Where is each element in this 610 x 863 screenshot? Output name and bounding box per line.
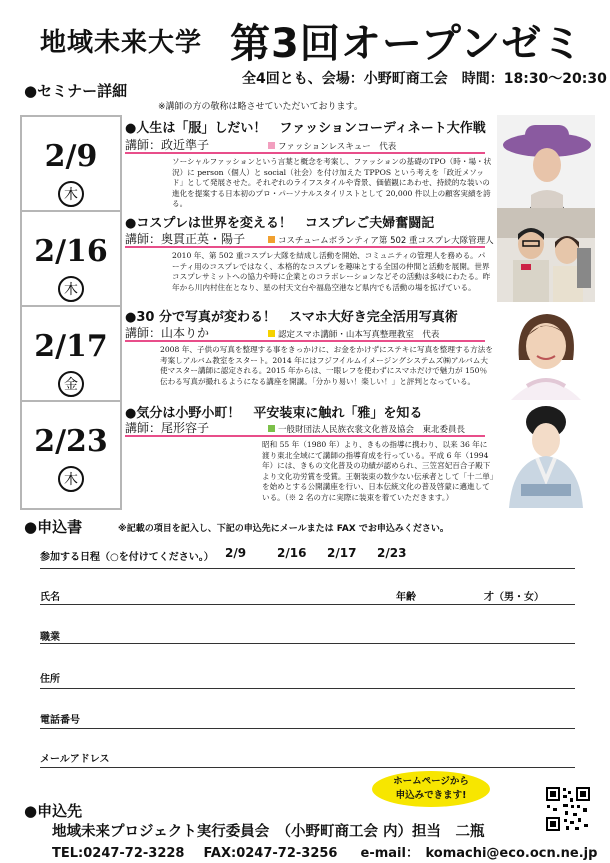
seminar-1-affiliation xyxy=(268,140,396,152)
seminar-3-divider xyxy=(125,340,485,342)
name-label: 氏名 xyxy=(40,592,60,603)
seminar-3-title: ●30 分で写真が変わる！ スマホ大好き完全活用写真術 xyxy=(125,310,458,325)
affiliation-marker-icon xyxy=(268,142,275,149)
seminar-4-title: ●気分は小野小町！ 平安装束に触れ「雅」を知る xyxy=(125,406,423,421)
seminar-1-date: 2/9 xyxy=(44,139,98,174)
seminar-4-lecturer: 講師：尾形容子 xyxy=(125,421,210,435)
seminar-1-title: ●人生は「服」しだい！ ファッションコーディネート大作戦 xyxy=(125,121,486,136)
seminar-2-weekday: 木 xyxy=(58,276,84,302)
email-field[interactable] xyxy=(40,767,575,768)
date-option-4[interactable]: 2/23 xyxy=(377,546,407,560)
phone-label: 電話番号 xyxy=(40,715,80,726)
seminar-1-lecturer: 講師：政近準子 xyxy=(125,138,210,152)
seminar-2-lecturer: 講師：奥貫正英・陽子 xyxy=(125,232,246,246)
age-label: 年齢 xyxy=(396,592,416,603)
seminar-3-date-box xyxy=(20,305,122,415)
seminar-2-description: 2010 年、第 502 重コスプレ大隊を結成し活動を開始、コミュニティの管理人を務める。パーティ用のコスプレではなく、本格的なコスプレを趣味とする全国の仲間と活動を展開。世界コスプレサミットへの協力や時に企業とのコラボレーションなどその活動は多岐にわたる。昨年から川内村住在となり、星の村天文台や福島空港など県内でも活動の場を拡げている。 xyxy=(172,251,491,292)
bubble-line-2: 申込みできます! xyxy=(395,790,467,801)
seminar-2-date: 2/16 xyxy=(34,234,108,269)
date-option-1[interactable]: 2/9 xyxy=(225,546,247,560)
contact-fax: FAX:0247-72-3256 xyxy=(203,846,338,861)
job-label: 職業 xyxy=(40,632,60,643)
seminar-4-weekday: 木 xyxy=(58,466,84,492)
homepage-bubble xyxy=(372,771,490,807)
header-subtitle: 全4回とも、会場：小野町商工会 時間：18:30～20:30 xyxy=(242,71,607,87)
contact-tel: TEL:0247-72-3228 xyxy=(52,846,185,861)
affiliation-marker-icon xyxy=(268,330,275,337)
application-instructions: ※記載の項目を記入し、下記の申込先にメールまたは FAX でお申込みください。 xyxy=(118,524,449,534)
age-suffix: 才（男・女） xyxy=(484,592,544,603)
seminar-2-affiliation-text: コスチュームボランティア第 502 重コスプレ大隊管理人 xyxy=(278,236,494,246)
date-options xyxy=(225,546,417,560)
seminar-1-affiliation-text: ファッションレスキュー 代表 xyxy=(278,142,397,152)
email-label: メールアドレス xyxy=(40,754,110,765)
seminar-4-photo xyxy=(497,400,595,508)
seminar-4-date-box xyxy=(20,400,122,510)
job-field[interactable] xyxy=(40,643,575,644)
seminar-4-description: 昭和 55 年（1980 年）より、きもの指導に携わり、以来 36 年に渡り東北全域にて講師の指導育成を行っている。平成 6 年（1994 年）には、きもの文化普及の功績が認められ、三笠宮妃百合子殿下より文化功労賞を受賞。王朝装束の数少ない伝承者として「十二単」を始めとする公開講座を行い、日本伝統文化の普及啓蒙に邁進している。（※ 2 名の方に実際に装束を着ていただきます。） xyxy=(262,440,494,502)
qr-code-icon[interactable] xyxy=(545,786,591,832)
seminar-note: ※講師の方の敬称は略させていただいております。 xyxy=(158,102,363,112)
seminar-3-description: 2008 年、子供の写真を整理する事をきっかけに、お金をかけずにステキに写真を整理する方法を考案しアルバム教室をスタート。2014 年にはフジフイルムイメージングシステムズ㈱アルバム大使マスター講師に認定される。2015 年からは、一眼レフを使わずにスマホだけで魅力が 150％伝わる写真が撮れるようになる講座を開講。「分かり易い！楽しい！」と評判となっている。 xyxy=(160,345,493,386)
bubble-line-1: ホームページから xyxy=(393,776,469,787)
seminar-2-photo xyxy=(497,208,595,306)
contact-heading: ●申込先 xyxy=(24,802,83,820)
seminar-section-heading: ●セミナー詳細 xyxy=(24,82,128,100)
seminar-4-affiliation-text: 一般財団法人民族衣裳文化普及協会 東北委員長 xyxy=(278,425,466,435)
seminar-2-title: ●コスプレは世界を変える！ コスプレご夫婦奮闘記 xyxy=(125,216,435,231)
date-select-label: 参加する日程（○を付けてください。） xyxy=(40,552,214,563)
contact-email[interactable]: e-mail： komachi@eco.ocn.ne.jp xyxy=(360,846,598,861)
header-title: 第3回オープンゼミ xyxy=(230,21,584,67)
seminar-3-photo xyxy=(497,302,595,400)
seminar-3-lecturer: 講師：山本りか xyxy=(125,326,210,340)
header-org: 地域未来大学 xyxy=(40,28,203,58)
seminar-4-date: 2/23 xyxy=(34,424,108,459)
seminar-2-divider xyxy=(125,246,485,248)
seminar-1-description: ソーシャルファッションという言葉と概念を考案し、ファッションの基礎のTPO（時・場・状況）に person（個人）と social（社会）を付け加えた TPPOS という考えを「政近メソッド」として発展させた。それぞれのライフスタイルや背景、価値観にあわせ、持続的な装いの進化を提案する日本初のプロ・パーソナルスタイリストとして 20,000 件以上の顧客実績を誇る。 xyxy=(172,157,492,208)
affiliation-marker-icon xyxy=(268,425,275,432)
seminar-1-weekday: 木 xyxy=(58,181,84,207)
address-field[interactable] xyxy=(40,688,575,689)
application-heading: ●申込書 xyxy=(24,518,83,536)
seminar-3-weekday: 金 xyxy=(58,371,84,397)
address-label: 住所 xyxy=(40,674,60,685)
seminar-1-divider xyxy=(125,152,485,154)
seminar-4-divider xyxy=(125,435,485,437)
phone-field[interactable] xyxy=(40,728,575,729)
seminar-4-affiliation xyxy=(268,423,465,435)
contact-line xyxy=(52,842,597,861)
seminar-2-date-box xyxy=(20,210,122,320)
seminar-3-affiliation xyxy=(268,328,439,340)
affiliation-marker-icon xyxy=(268,236,275,243)
date-option-2[interactable]: 2/16 xyxy=(277,546,307,560)
form-line xyxy=(40,568,575,569)
name-field[interactable] xyxy=(40,604,575,605)
contact-org: 地域未来プロジェクト実行委員会 （小野町商工会 内）担当 二瓶 xyxy=(52,824,485,840)
date-option-3[interactable]: 2/17 xyxy=(327,546,357,560)
seminar-3-date: 2/17 xyxy=(34,329,108,364)
seminar-1-date-box xyxy=(20,115,122,225)
seminar-2-affiliation xyxy=(268,234,494,246)
seminar-3-affiliation-text: 認定スマホ講師・山本写真整理教室 代表 xyxy=(278,330,440,340)
seminar-1-photo xyxy=(497,115,595,213)
